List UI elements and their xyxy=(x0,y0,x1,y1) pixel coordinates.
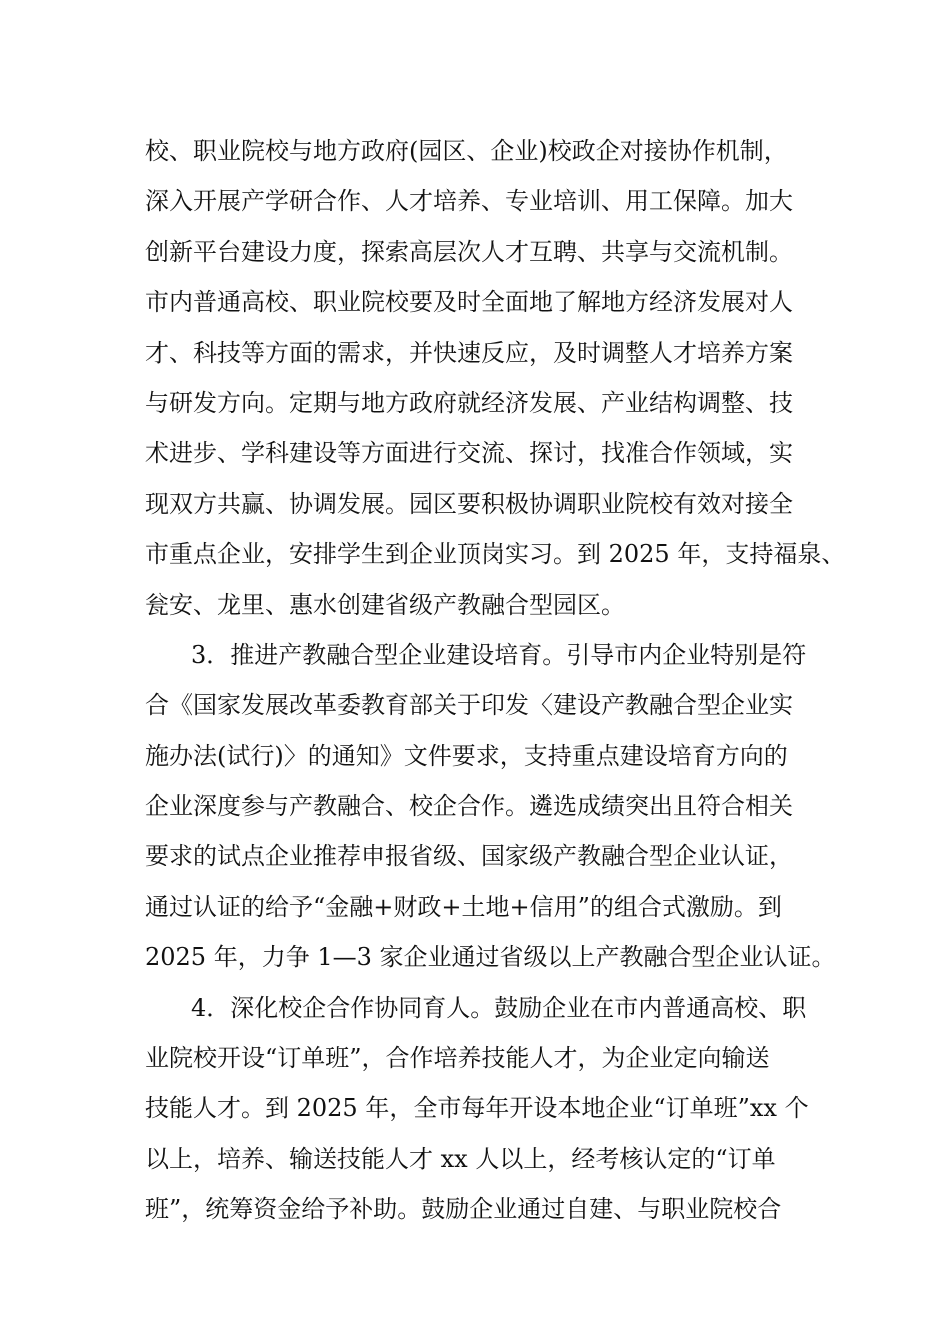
paragraph-first-line: 4．深化校企合作协同育人。鼓励企业在市内普通高校、职 xyxy=(191,993,807,1022)
text-line: 市内普通高校、职业院校要及时全面地了解地方经济发展对人 xyxy=(145,288,793,317)
text-line: 通过认证的给予“金融+财政+土地+信用”的组合式激励。到 xyxy=(145,892,782,921)
text-line: 现双方共赢、协调发展。园区要积极协调职业院校有效对接全 xyxy=(145,489,793,518)
text-line: 技能人才。到 2025 年，全市每年开设本地企业“订单班”xx 个 xyxy=(145,1094,809,1123)
text-line: 瓮安、龙里、惠水创建省级产教融合型园区。 xyxy=(145,590,625,619)
text-line: 合《国家发展改革委教育部关于印发〈建设产教融合型企业实 xyxy=(145,691,793,720)
text-line: 要求的试点企业推荐申报省级、国家级产教融合型企业认证， xyxy=(145,842,793,871)
paragraph-first-line: 3．推进产教融合型企业建设培育。引导市内企业特别是符 xyxy=(191,640,807,669)
text-line: 才、科技等方面的需求，并快速反应，及时调整人才培养方案 xyxy=(145,338,793,367)
text-line: 以上，培养、输送技能人才 xx 人以上，经考核认定的“订单 xyxy=(145,1144,776,1173)
document-body xyxy=(145,126,846,1235)
text-line: 业院校开设“订单班”，合作培养技能人才，为企业定向输送 xyxy=(145,1044,770,1073)
text-line: 校、职业院校与地方政府(园区、企业)校政企对接协作机制， xyxy=(145,137,788,165)
text-line: 2025 年，力争 1—3 家企业通过省级以上产教融合型企业认证。 xyxy=(145,943,836,972)
text-line: 深入开展产学研合作、人才培养、专业培训、用工保障。加大 xyxy=(145,187,793,216)
text-line: 术进步、学科建设等方面进行交流、探讨，找准合作领域，实 xyxy=(145,439,793,468)
text-line: 与研发方向。定期与地方政府就经济发展、产业结构调整、技 xyxy=(145,388,793,417)
text-line: 创新平台建设力度，探索高层次人才互聘、共享与交流机制。 xyxy=(145,237,793,266)
text-line: 施办法(试行)〉的通知》文件要求，支持重点建设培育方向的 xyxy=(145,741,788,770)
text-line: 市重点企业，安排学生到企业顶岗实习。到 2025 年，支持福泉、 xyxy=(145,540,846,569)
text-line: 班”，统筹资金给予补助。鼓励企业通过自建、与职业院校合 xyxy=(145,1195,782,1224)
text-line: 企业深度参与产教融合、校企合作。遴选成绩突出且符合相关 xyxy=(145,792,793,821)
